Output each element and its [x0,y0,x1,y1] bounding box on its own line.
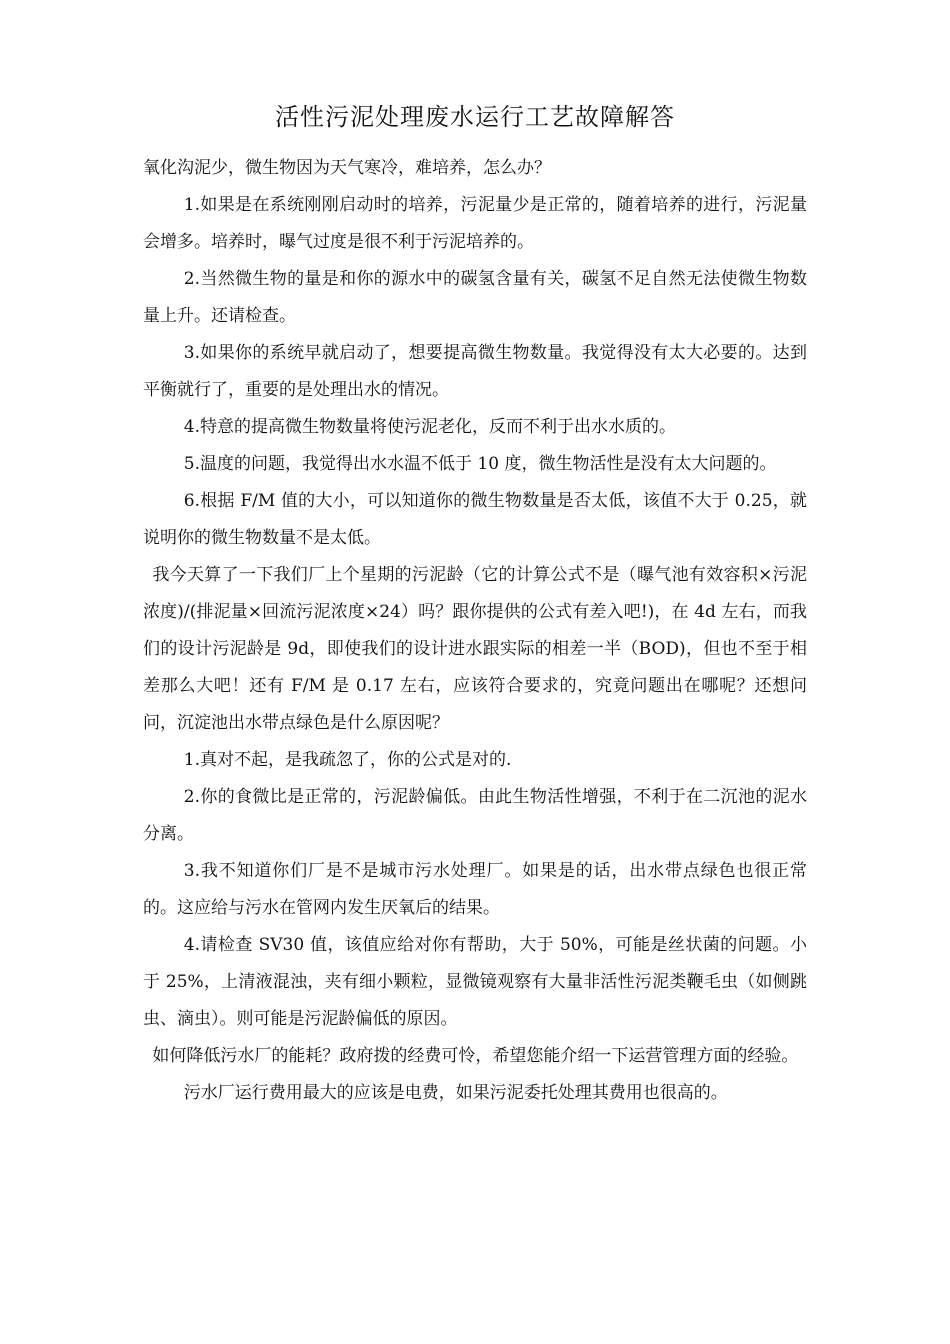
answer-paragraph: 6.根据 F/M 值的大小，可以知道你的微生物数量是否太低，该值不大于 0.25，就说明你的微生物数量不是太低。 [143,491,807,548]
document-page [143,100,807,1112]
answer-paragraph: 5.温度的问题，我觉得出水水温不低于 10 度，微生物活性是没有太大问题的。 [183,454,777,474]
answer-paragraph: 2.当然微生物的量是和你的源水中的碳氢含量有关，碳氢不足自然无法使微生物数量上升。还请检查。 [143,269,807,326]
answer-paragraph: 2.你的食微比是正常的，污泥龄偏低。由此生物活性增强，不利于在二沉池的泥水分离。 [143,787,807,844]
question-paragraph: 如何降低污水厂的能耗？政府拨的经费可怜，希望您能介绍一下运营管理方面的经验。 [152,1046,799,1066]
document-title: 活性污泥处理废水运行工艺故障解答 [275,103,675,131]
answer-paragraph: 3.如果你的系统早就启动了，想要提高微生物数量。我觉得没有太大必要的。达到平衡就行了，重要的是处理出水的情况。 [143,343,807,400]
answer-paragraph: 1.真对不起，是我疏忽了，你的公式是对的. [183,750,512,770]
answer-paragraph: 4.请检查 SV30 值，该值应给对你有帮助，大于 50%，可能是丝状菌的问题。小于 25%，上清液混浊，夹有细小颗粒，显微镜观察有大量非活性污泥类鞭毛虫（如侧跳虫、滴虫）。则可能是污泥龄偏低的原因。 [143,935,807,1029]
answer-paragraph: 4.特意的提高微生物数量将使污泥老化，反而不利于出水水质的。 [183,417,677,437]
question-paragraph: 我今天算了一下我们厂上个星期的污泥龄（它的计算公式不是（曝气池有效容积×污泥浓度)/(排泥量×回流污泥浓度×24）吗？跟你提供的公式有差入吧!)，在 4d 左右，而我们的设计污泥龄是 9d，即使我们的设计进水跟实际的相差一半（BOD)，但也不至于相差那么大吧！还有 F/M 是 0.17 左右，应该符合要求的，究竟问题出在哪呢？还想问问，沉淀池出水带点绿色是什么原因呢？ [143,565,807,733]
answer-paragraph: 3.我不知道你们厂是不是城市污水处理厂。如果是的话，出水带点绿色也很正常的。这应给与污水在管网内发生厌氧后的结果。 [143,861,807,918]
question-paragraph: 氧化沟泥少，微生物因为天气寒冷，难培养，怎么办？ [143,158,551,178]
answer-paragraph: 1.如果是在系统刚刚启动时的培养，污泥量少是正常的，随着培养的进行，污泥量会增多。培养时，曝气过度是很不利于污泥培养的。 [143,195,807,252]
answer-paragraph: 污水厂运行费用最大的应该是电费，如果污泥委托处理其费用也很高的。 [183,1083,728,1103]
